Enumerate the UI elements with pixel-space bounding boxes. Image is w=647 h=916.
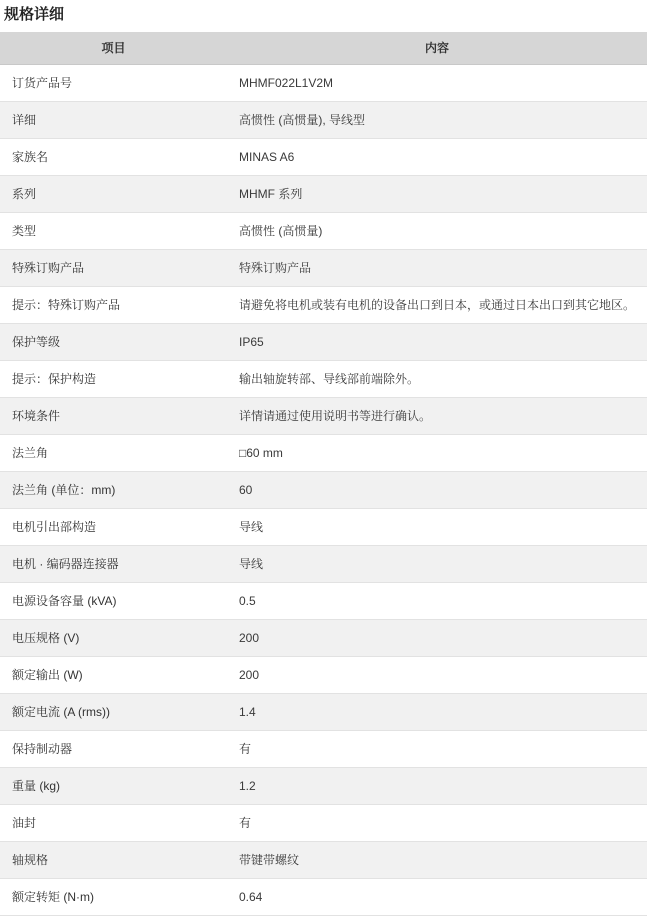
table-row xyxy=(0,65,647,102)
specification-table xyxy=(0,32,647,916)
cell-item: 系列 xyxy=(0,176,227,213)
cell-item: 电机引出部构造 xyxy=(0,509,227,546)
cell-item: 提示：特殊订购产品 xyxy=(0,287,227,324)
cell-value: 200 xyxy=(227,620,647,657)
table-row xyxy=(0,768,647,805)
cell-value: 详情请通过使用说明书等进行确认。 xyxy=(227,398,647,435)
cell-item: 提示：保护构造 xyxy=(0,361,227,398)
table-header-row xyxy=(0,32,647,65)
cell-value: 1.2 xyxy=(227,768,647,805)
table-row xyxy=(0,546,647,583)
cell-value: 高惯性 (高惯量), 导线型 xyxy=(227,102,647,139)
cell-value: 导线 xyxy=(227,546,647,583)
cell-value: MHMF 系列 xyxy=(227,176,647,213)
cell-value: 200 xyxy=(227,657,647,694)
table-row xyxy=(0,250,647,287)
table-row xyxy=(0,805,647,842)
cell-item: 特殊订购产品 xyxy=(0,250,227,287)
table-row xyxy=(0,842,647,879)
table-header xyxy=(0,32,647,65)
cell-value: □60 mm xyxy=(227,435,647,472)
cell-value: 带键带螺纹 xyxy=(227,842,647,879)
cell-item: 法兰角 xyxy=(0,435,227,472)
cell-value: 高惯性 (高惯量) xyxy=(227,213,647,250)
table-row xyxy=(0,176,647,213)
table-row xyxy=(0,435,647,472)
column-header-value: 内容 xyxy=(227,32,647,65)
table-row xyxy=(0,620,647,657)
cell-item: 类型 xyxy=(0,213,227,250)
cell-item: 订货产品号 xyxy=(0,65,227,102)
table-row xyxy=(0,879,647,916)
table-row xyxy=(0,287,647,324)
table-row xyxy=(0,102,647,139)
table-row xyxy=(0,583,647,620)
cell-item: 额定转矩 (N·m) xyxy=(0,879,227,916)
cell-item: 电压规格 (V) xyxy=(0,620,227,657)
cell-item: 油封 xyxy=(0,805,227,842)
cell-value: 0.64 xyxy=(227,879,647,916)
table-row xyxy=(0,398,647,435)
table-row xyxy=(0,139,647,176)
cell-value: IP65 xyxy=(227,324,647,361)
cell-item: 环境条件 xyxy=(0,398,227,435)
cell-value: 请避免将电机或装有电机的设备出口到日本，或通过日本出口到其它地区。 xyxy=(227,287,647,324)
cell-item: 电机 · 编码器连接器 xyxy=(0,546,227,583)
cell-item: 重量 (kg) xyxy=(0,768,227,805)
cell-value: 60 xyxy=(227,472,647,509)
cell-value: MHMF022L1V2M xyxy=(227,65,647,102)
cell-value: 0.5 xyxy=(227,583,647,620)
table-row xyxy=(0,509,647,546)
table-row xyxy=(0,472,647,509)
table-row xyxy=(0,657,647,694)
cell-item: 法兰角 (单位：mm) xyxy=(0,472,227,509)
cell-value: 有 xyxy=(227,805,647,842)
cell-item: 详细 xyxy=(0,102,227,139)
cell-value: 1.4 xyxy=(227,694,647,731)
table-row xyxy=(0,213,647,250)
cell-item: 轴规格 xyxy=(0,842,227,879)
table-row xyxy=(0,324,647,361)
cell-value: 导线 xyxy=(227,509,647,546)
cell-item: 保持制动器 xyxy=(0,731,227,768)
cell-value: 输出轴旋转部、导线部前端除外。 xyxy=(227,361,647,398)
cell-item: 家族名 xyxy=(0,139,227,176)
cell-item: 额定输出 (W) xyxy=(0,657,227,694)
cell-value: 有 xyxy=(227,731,647,768)
table-row xyxy=(0,731,647,768)
cell-value: MINAS A6 xyxy=(227,139,647,176)
page-title: 规格详细 xyxy=(4,6,65,23)
column-header-item: 项目 xyxy=(0,32,227,65)
cell-item: 电源设备容量 (kVA) xyxy=(0,583,227,620)
table-row xyxy=(0,694,647,731)
table-row xyxy=(0,361,647,398)
cell-value: 特殊订购产品 xyxy=(227,250,647,287)
cell-item: 保护等级 xyxy=(0,324,227,361)
cell-item: 额定电流 (A (rms)) xyxy=(0,694,227,731)
table-body xyxy=(0,65,647,916)
